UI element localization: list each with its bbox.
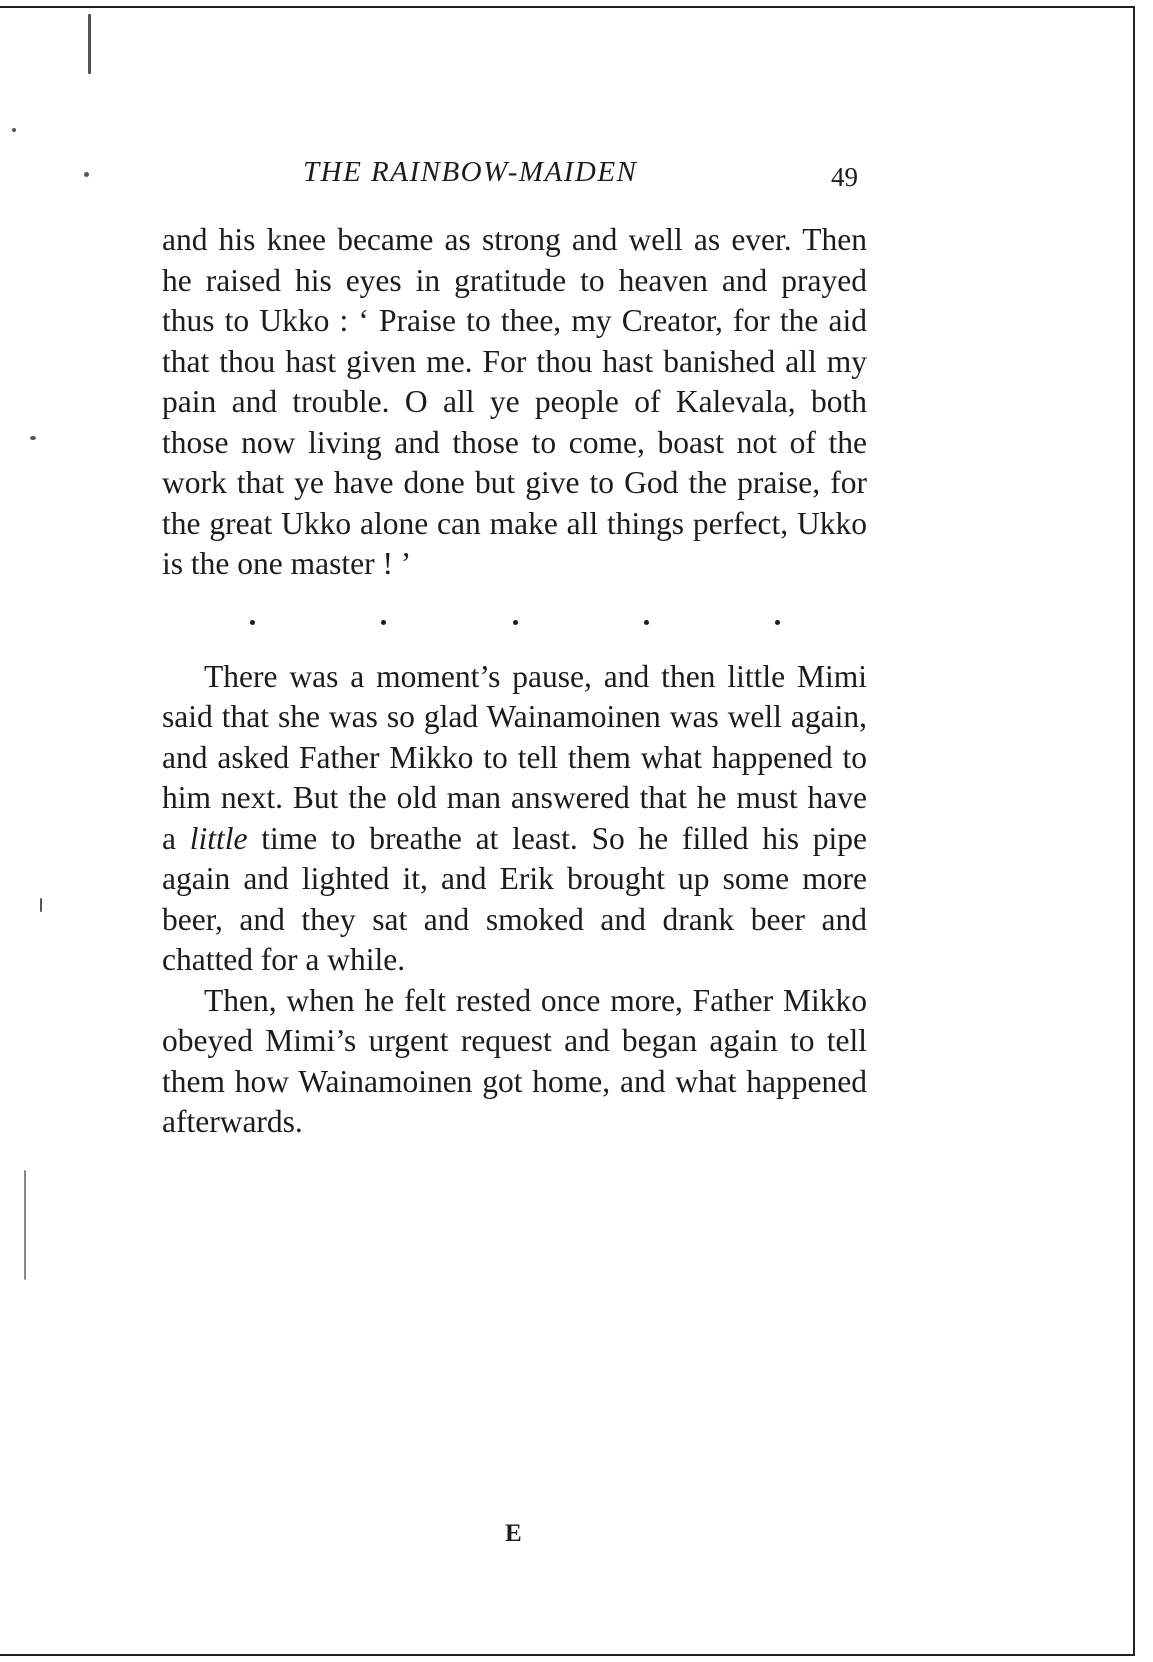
running-head bbox=[160, 156, 880, 196]
page-border-bottom bbox=[0, 1654, 1135, 1656]
scan-speck bbox=[88, 14, 91, 74]
scan-speck bbox=[30, 436, 36, 440]
page-border-top bbox=[0, 6, 1134, 8]
scan-speck bbox=[12, 128, 16, 132]
paragraph-2 bbox=[162, 657, 867, 981]
running-title: THE RAINBOW-MAIDEN bbox=[303, 156, 638, 188]
signature-mark: E bbox=[505, 1520, 522, 1547]
scan-speck bbox=[24, 1170, 26, 1280]
body-text bbox=[162, 220, 867, 1143]
paragraph-1: and his knee became as strong and well as ever. Then he raised his eyes in gratitude to heaven and prayed thus to Ukko : ‘ Praise to thee, my Creator, for the aid that thou hast given me. For thou hast banished all my pain and trouble. O all ye people of Kalevala, both those now living and those to come, boast not of the work that ye have done but give to God the praise, for the great Ukko alone can make all things perfect, Ukko is the one master ! ’ bbox=[162, 222, 867, 581]
scan-speck bbox=[40, 898, 42, 912]
page-number: 49 bbox=[831, 162, 858, 192]
scene-break-dot bbox=[775, 620, 780, 625]
paragraph-2-italic-word: little bbox=[189, 820, 248, 856]
scan-speck bbox=[84, 172, 89, 177]
scene-break bbox=[250, 603, 780, 643]
scene-break-dot bbox=[381, 620, 386, 625]
scene-break-dot bbox=[250, 620, 255, 625]
page-border-right bbox=[1133, 6, 1135, 1656]
paragraph-2-text-after: time to breathe at least. So he filled his pipe again and lighted it, and Erik brought up some more beer, and they sat and smoked and drank beer and chatted for a while. bbox=[162, 820, 867, 977]
scene-break-dot bbox=[513, 620, 518, 625]
scene-break-dot bbox=[644, 620, 649, 625]
paragraph-2-text-before: There was a moment’s pause, and then little Mimi said that she was so glad Wainamoinen was well again, and asked Father Mikko to tell them what happened to him next. But the old man answered that he must have a bbox=[162, 658, 867, 856]
paragraph-3: Then, when he felt rested once more, Father Mikko obeyed Mimi’s urgent request and began again to tell them how Wainamoinen got home, and what happened afterwards. bbox=[162, 982, 867, 1139]
